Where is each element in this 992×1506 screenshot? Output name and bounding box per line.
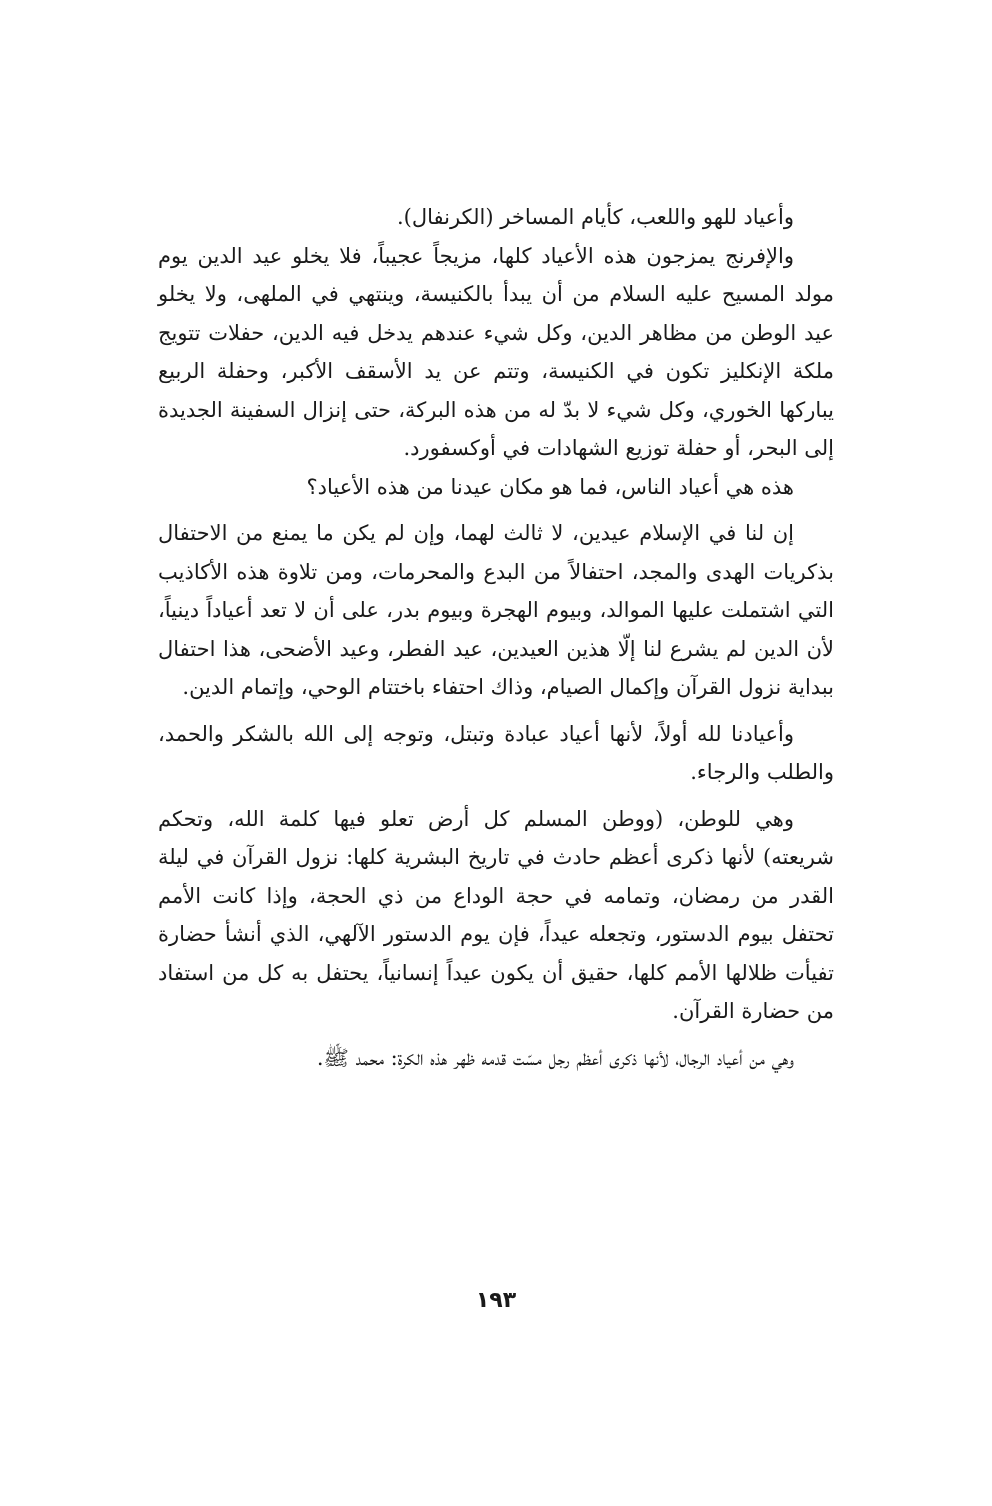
paragraph-6: وهي للوطن، (ووطن المسلم كل أرض تعلو فيها كلمة الله، وتحكم شريعته) لأنها ذكرى أعظم حادث في تاريخ البشرية كلها: نزول القرآن في ليلة القدر من رمضان، وتمامه في حجة الوداع من ذي الحجة، وإذا كانت الأمم تحتفل بيوم الدستور، وتجعله عيداً، فإن يوم الدستور الآلهي، الذي أنشأ حضارة تفيأت ظلالها الأمم كلها، حقيق أن يكون عيداً إنسانياً، يحتفل به كل من استفاد من حضارة القرآن. [158, 806, 834, 1023]
paragraph-5: وأعيادنا لله أولاً، لأنها أعياد عبادة وتبتل، وتوجه إلى الله بالشكر والحمد، والطلب والرجاء. [158, 721, 834, 784]
paragraph-gap [158, 1031, 834, 1039]
body-text [158, 198, 834, 1077]
paragraph-3: هذه هي أعياد الناس، فما هو مكان عيدنا من هذه الأعياد؟ [306, 474, 794, 499]
paragraph-7: وهي من أعياد الرجال، لأنها ذكرى أعظم رجل مسّت قدمه ظهر هذه الكرة: محمد ﷺ. [316, 1045, 794, 1070]
paragraph-gap [158, 707, 834, 715]
paragraph-1: وأعياد للهو واللعب، كأيام المساخر (الكرنفال). [396, 205, 794, 229]
paragraph-gap [158, 792, 834, 800]
paragraph-gap [158, 506, 834, 514]
paragraph-2: والإفرنج يمزجون هذه الأعياد كلها، مزيجاً عجيباً، فلا يخلو عيد الدين يوم مولد المسيح عليه السلام من أن يبدأ بالكنيسة، وينتهي في الملهى، ولا يخلو عيد الوطن من مظاهر الدين، وكل شيء عندهم يدخل فيه الدين، حفلات تتويج ملكة الإنكليز تكون في الكنيسة، وتتم عن يد الأسقف الأكبر، وحفلة الربيع يباركها الخوري، وكل شيء لا بدّ له من هذه البركة، حتى إنزال السفينة الجديدة إلى البحر، أو حفلة توزيع الشهادات في أوكسفورد. [158, 243, 834, 460]
paragraph-4: إن لنا في الإسلام عيدين، لا ثالث لهما، وإن لم يكن ما يمنع من الاحتفال بذكريات الهدى والمجد، احتفالاً من البدع والمحرمات، ومن تلاوة هذه الأكاذيب التي اشتملت عليها الموالد، وبيوم الهجرة وبيوم بدر، على أن لا تعد أعياداً دينياً، لأن الدين لم يشرع لنا إلّا هذين العيدين، عيد الفطر، وعيد الأضحى، هذا احتفال ببداية نزول القرآن وإكمال الصيام، وذاك احتفاء باختتام الوحي، وإتمام الدين. [158, 521, 834, 699]
page-number: ١٩٣ [475, 1288, 517, 1313]
